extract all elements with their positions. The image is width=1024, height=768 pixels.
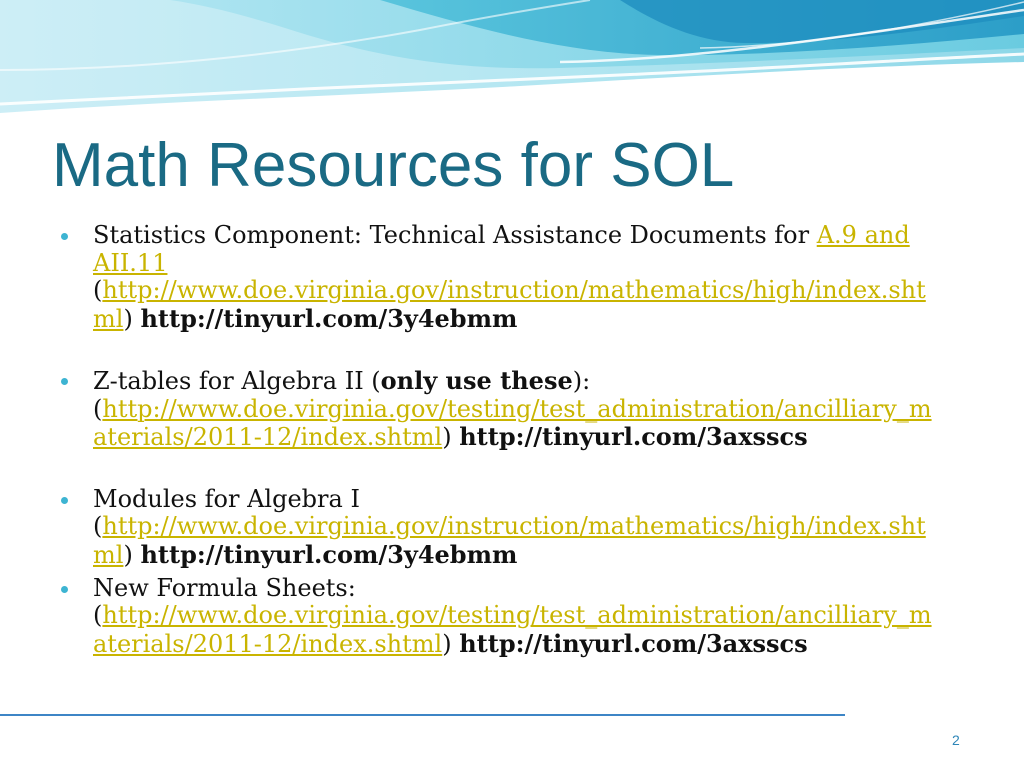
bullet-text: Statistics Component: Technical Assistance Documents for: [93, 221, 810, 249]
bullet-text: Modules for Algebra I: [93, 484, 360, 513]
short-url: http://tinyurl.com/3y4ebmm: [140, 303, 518, 333]
bullet-item-z-tables: [93, 367, 942, 452]
open-paren: (: [93, 276, 103, 304]
bullet-item-modules: [93, 486, 942, 570]
close-paren: ): [123, 540, 133, 569]
short-url: http://tinyurl.com/3axsscs: [459, 422, 808, 451]
bullet-item-statistics: [93, 222, 942, 333]
bullet-icon: [61, 378, 68, 385]
bullet-text-end: ):: [572, 367, 591, 395]
bullet-list: [93, 222, 942, 658]
doe-mathematics-url-link[interactable]: http://www.doe.virginia.gov/instruction/mathematics/high/index.shtml: [93, 512, 926, 569]
page-number: 2: [952, 732, 960, 748]
bullet-icon: [61, 497, 68, 504]
empty-line: [93, 457, 942, 480]
doe-mathematics-url-link[interactable]: http://www.doe.virginia.gov/instruction/mathematics/high/index.shtml: [93, 276, 926, 333]
close-paren: ): [442, 423, 452, 451]
footer-divider: [0, 714, 845, 716]
open-paren: (: [93, 601, 103, 629]
open-paren: (: [93, 512, 103, 540]
doe-testing-url-link[interactable]: http://www.doe.virginia.gov/testing/test_administration/ancilliary_materials/2011-12/index.shtml: [93, 601, 932, 658]
open-paren: (: [93, 394, 103, 423]
short-url: http://tinyurl.com/3axsscs: [459, 628, 808, 658]
close-paren: ): [123, 304, 133, 333]
a9-aii11-link[interactable]: A.9 and AII.11: [93, 221, 910, 277]
header-wave-decoration: [0, 0, 1024, 120]
doe-testing-url-link[interactable]: http://www.doe.virginia.gov/testing/test_administration/ancilliary_materials/2011-12/index.shtml: [93, 394, 932, 451]
bullet-icon: [61, 586, 68, 593]
emphasis-text: only use these: [380, 366, 573, 395]
empty-line: [93, 339, 942, 362]
slide-title: Math Resources for SOL: [52, 131, 735, 200]
bullet-text: New Formula Sheets:: [93, 573, 356, 602]
bullet-icon: [61, 233, 68, 240]
bullet-item-formula-sheets: [93, 575, 942, 659]
close-paren: ): [442, 629, 452, 658]
bullet-text: Z-tables for Algebra II (: [93, 367, 381, 395]
short-url: http://tinyurl.com/3y4ebmm: [140, 539, 518, 569]
